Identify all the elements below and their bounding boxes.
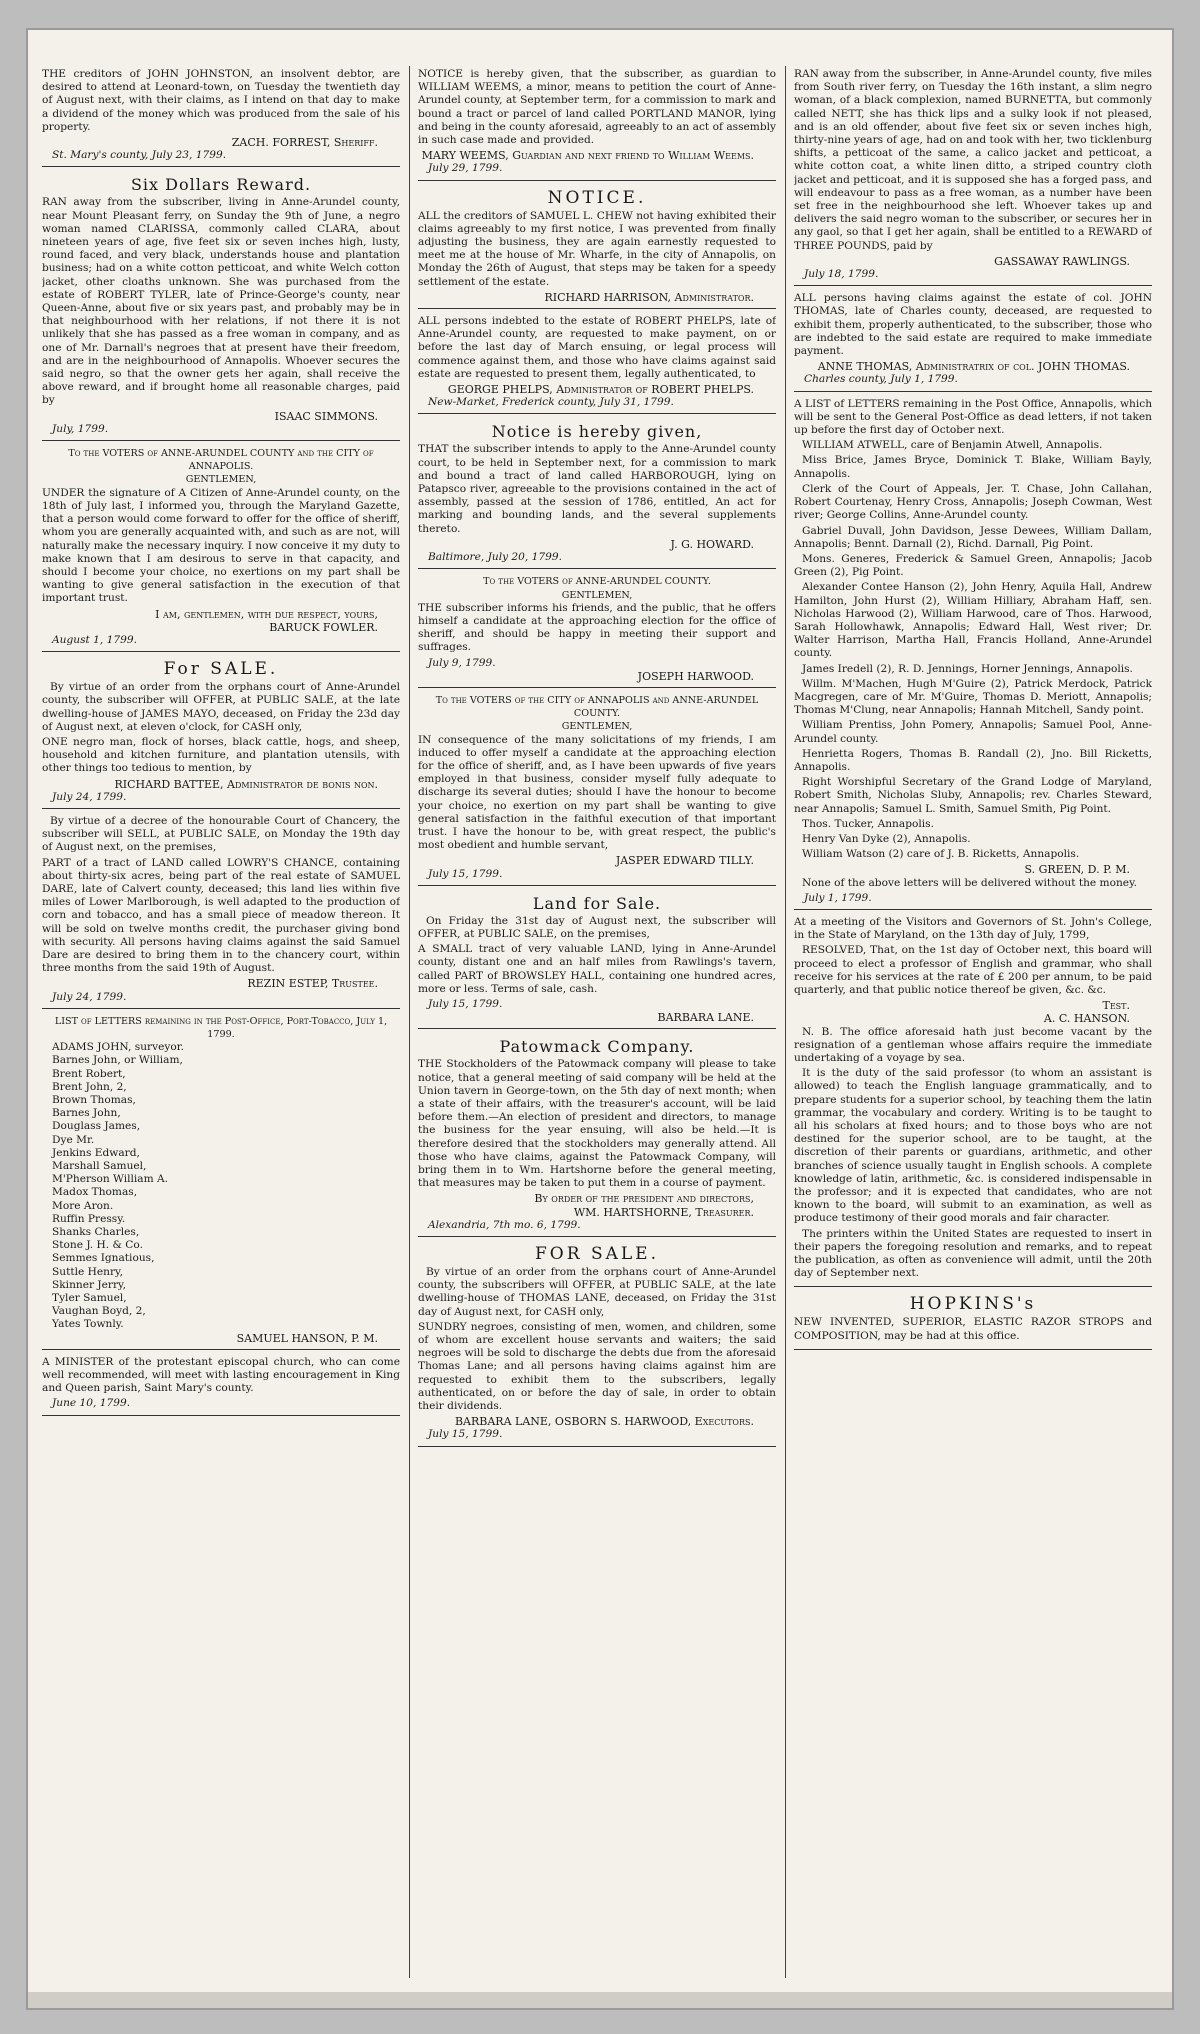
ad-johnston xyxy=(42,66,400,167)
ad-duty: It is the duty of the said professor (to whom an assistant is allowed) to teach the English language grammatically, and to prepare students for a superior school, by teaching them the latin grammar, the vocabulary and cordery. Writing is to be taught to all his scholars at fixed hours; and to those boys who are not destined for the superior school, are to be taught, at the discretion of their parents or guardians, arithmetic, and other branches of science usually taught in English schools. A complete knowledge of latin, arithmetic, &c. is considered indispensable in the professor; and it is expected that candidates, who are not known to the board, will submit to an examination, as well as produce testimony of their good morals and fair character. xyxy=(794,1067,1152,1225)
ad-body: NOTICE is hereby given, that the subscriber, as guardian to WILLIAM WEEMS, a minor, means to petition the court of Anne-Arundel county, at September term, for a commission to mark and bound a tract or parcel of land called PORTLAND MANOR, lying and being in the county aforesaid, agreeably to an act of assembly in such case made and provided. xyxy=(418,68,776,147)
ad-note: None of the above letters will be delivered without the money. xyxy=(802,876,1138,889)
ad-body: ALL persons having claims against the estate of col. JOHN THOMAS, late of Charles county, deceased, are requested to exhibit them, properly authenticated, to the subscriber, those who are indebted to the said estate are required to make immediate payment. xyxy=(794,292,1152,358)
ad-body: RAN away from the subscriber, in Anne-Arundel county, five miles from South river ferry, on Tuesday the 16th instant, a slim negro woman, of a black complexion, named BURNETTA, but commonly called NETT, she has thick lips and a sulky look if not pleased, and is an old offender, about five feet six or seven inches high, thirty-nine years of age, had on and took with her, two ticklenburg shifts, a petticoat of the same, a calico jacket and petticoat, a white cotton coat, a white linen ditto, a striped country cloth jacket and petticoat, and it is supposed she has a forged pass, and will endeavour to pass as a free woman, as a number have been set free in the neighbourhood she left. Whoever takes up and delivers the said negro woman to the subscriber, or secures her in any gaol, so that I get her again, shall be entitled to a REWARD of THREE POUNDS, paid by xyxy=(794,68,1152,252)
ad-fowler xyxy=(42,445,400,652)
ad-body: UNDER the signature of A Citizen of Anne-Arundel county, on the 18th of July last, I informed you, through the Maryland Gazette, that a person would come forward to offer for the office of sheriff, whom you are generally acquainted with, and such as are not, will naturally make the necessary inquiry. I now conceive it my duty to make known that I am desirous to serve in that capacity, and should I become your choice, no exertions on my part shall be wanting to give general satisfaction in the execution of that important trust. xyxy=(42,486,400,605)
list-item: Gabriel Duvall, John Davidson, Jesse Dewees, William Dallam, Annapolis; Bennt. Darnall (2), Richd. Darnall, Pig Point. xyxy=(794,524,1152,550)
ad-date: July 18, 1799. xyxy=(804,268,879,281)
list-item: Thos. Tucker, Annapolis. xyxy=(802,817,934,830)
ad-estep xyxy=(42,813,400,1009)
list-item: William Prentiss, John Pomery, Annapolis; Samuel Pool, Anne-Arundel county. xyxy=(794,719,1152,745)
ad-weems xyxy=(418,66,776,181)
column-left xyxy=(42,66,400,1988)
ad-signer: JOSEPH HARWOOD. xyxy=(637,669,754,683)
ad-letters-port-tobacco xyxy=(42,1013,400,1350)
ad-date: July 24, 1799. xyxy=(52,990,127,1003)
ad-tilly xyxy=(418,692,776,886)
ad-order: By order of the president and directors, xyxy=(534,1192,754,1206)
ad-body: IN consequence of the many solicitations of my friends, I am induced to offer myself a candidate at the approaching election for the office of sheriff, and, as I have been upwards of five years employed in that business, consider myself fully adequate to discharge its several duties; should I have the honour to become your choice, no exertion on my part shall be wanting to give general satisfaction in the faithful execution of that important trust. I have the honour to be, with great respect, the public's most obedient and humble servant, xyxy=(418,733,776,852)
ad-signer: ZACH. FORREST, Sheriff. xyxy=(231,136,378,150)
ad-heading: To the VOTERS of ANNE-ARUNDEL COUNTY and the CITY of ANNAPOLIS. xyxy=(68,448,374,473)
list-item: More Aron. xyxy=(52,1199,114,1212)
list-item: Dye Mr. xyxy=(52,1133,95,1146)
ad-signer: WM. HARTSHORNE, Treasurer. xyxy=(573,1205,754,1219)
ad-harwood xyxy=(418,573,776,688)
ad-heading: LIST of LETTERS remaining in the Post-Office, Port-Tobacco, July 1, 1799. xyxy=(54,1015,388,1040)
list-item: Semmes Ignatious, xyxy=(52,1252,155,1265)
column-rule xyxy=(785,66,786,1978)
ad-date: July 9, 1799. xyxy=(428,656,496,669)
list-item: Skinner Jerry, xyxy=(52,1278,127,1291)
column-rule xyxy=(409,66,410,1978)
ad-land-for-sale xyxy=(418,890,776,1030)
ad-st-johns-college xyxy=(794,914,1152,1287)
ad-salutation: GENTLEMEN, xyxy=(185,474,257,486)
ad-body: THE subscriber informs his friends, and the public, that he offers himself a candidate at the approaching election for the office of sheriff, and should be happy in meeting their support and suffrages. xyxy=(418,601,776,654)
ad-intro: By virtue of an order from the orphans court of Anne-Arundel county, the subscribers will OFFER, at PUBLIC SALE, at the late dwelling-house of THOMAS LANE, deceased, on Friday the 31st day of August next, for CASH only, xyxy=(418,1266,776,1318)
list-item: Ruffin Pressy. xyxy=(52,1212,126,1225)
ad-date: July 24, 1799. xyxy=(52,790,127,803)
ad-body: ONE negro man, flock of horses, black cattle, hogs, and sheep, household and kitchen furniture, and plantation utensils, with other things too tedious to mention, by xyxy=(42,735,400,775)
ad-date: June 10, 1799. xyxy=(52,1397,131,1410)
ad-sale-battee xyxy=(42,656,400,809)
ad-heading: NOTICE. xyxy=(547,187,647,208)
ad-signer: SAMUEL HANSON, P. M. xyxy=(236,1331,378,1345)
ad-signer: S. GREEN, D. P. M. xyxy=(1024,863,1130,877)
list-item: Tyler Samuel, xyxy=(52,1292,127,1305)
ad-body: THE Stockholders of the Patowmack company will please to take notice, that a general meeting of said company will be held at the Union tavern in George-town, on the 5th day of next month; when a state of their affairs, with the treasurer's account, will be laid before them.—An election of president and directors, to manage the business for the year ensuing, will also be held.—It is therefore desired that the stockholders may generally attend. All those who have claims, against the Patowmack Company, will bring them in to Wm. Hartshorne before the general meeting, that measures may be taken to put them in a course of payment. xyxy=(418,1058,776,1190)
ad-signer: BARBARA LANE. xyxy=(657,1011,754,1025)
list-item: Miss Brice, James Bryce, Dominick T. Blake, William Bayly, Annapolis. xyxy=(794,454,1152,480)
list-item: Douglass James, xyxy=(52,1120,141,1133)
list-item: James Iredell (2), R. D. Jennings, Horner Jennings, Annapolis. xyxy=(802,662,1133,675)
ad-hopkins xyxy=(794,1291,1152,1349)
ad-date: August 1, 1799. xyxy=(52,633,137,646)
ad-date: July 1, 1799. xyxy=(804,891,872,904)
ad-body: THE creditors of JOHN JOHNSTON, an insolvent debtor, are desired to attend at Leonard-town, on Tuesday the twentieth day of August next, with their claims, as I intend on that day to make a dividend of the money which was produced from the sale of his property. xyxy=(42,68,400,133)
ad-date: Charles county, July 1, 1799. xyxy=(804,373,958,386)
ad-howard xyxy=(418,418,776,569)
list-item: Brent John, 2, xyxy=(52,1080,127,1093)
list-item: Henry Van Dyke (2), Annapolis. xyxy=(802,832,971,845)
column-middle xyxy=(418,66,776,1988)
ad-body: RESOLVED, That, on the 1st day of October next, this board will proceed to elect a professor of English and grammar, who shall receive for his services at the rate of £ 200 per annum, to be paid quarterly, and that public notice thereof be given, &c. &c. xyxy=(794,944,1152,996)
ad-signer: RICHARD HARRISON, Administrator. xyxy=(544,290,754,304)
ad-body: RAN away from the subscriber, living in Anne-Arundel county, near Mount Pleasant ferry, on Sunday the 9th of June, a negro woman named CLARISSA, commonly called CLARA, about nineteen years of age, five feet six or seven inches high, lusty, round faced, and very black, understands house and plantation business; had on a white cotton petticoat, and white Welch cotton jacket, other cloaths unknown. She was purchased from the estate of ROBERT TYLER, late of Prince-George's county, near Queen-Anne, about five or six years past, and probably may be in that neighbourhood with her relations, if not there it is not unlikely that she has passed as a free woman in company, and as one of Mr. Darnall's negroes that at present have their freedom, and are in the neighbourhood of Annapolis. Whoever secures the said negro, so that the owner gets her again, shall receive the above reward, and if brought home all reasonable charges, paid by xyxy=(42,196,400,407)
ad-heading: For SALE. xyxy=(163,659,279,680)
list-item: Jenkins Edward, xyxy=(52,1146,140,1159)
ad-heading: To the VOTERS of the CITY of ANNAPOLIS and ANNE-ARUNDEL COUNTY. xyxy=(435,694,759,720)
ad-signer: ANNE THOMAS, Administratrix of col. JOHN THOMAS. xyxy=(817,360,1130,374)
ad-chew xyxy=(418,185,776,309)
ad-signer: A. C. HANSON. xyxy=(1043,1012,1130,1026)
ad-date: July 15, 1799. xyxy=(428,997,503,1010)
ad-body: SUNDRY negroes, consisting of men, women, and children, some of whom are excellent house servants and waiters; the said negroes will be sold to discharge the debts due from the aforesaid Thomas Lane; and all persons having claims against him are requested to exhibit them to the subscribers, legally authenticated, on or before the day of sale, in order to obtain their dividends. xyxy=(418,1320,776,1413)
ad-heading: Patowmack Company. xyxy=(499,1037,695,1057)
ad-signer: BARBARA LANE, OSBORN S. HARWOOD, Executors. xyxy=(454,1415,754,1429)
list-item: Marshall Samuel, xyxy=(52,1160,147,1173)
ad-body: ALL the creditors of SAMUEL L. CHEW not having exhibited their claims agreeably to my first notice, I was prevented from finally adjusting the business, they are again earnestly requested to meet me at the house of Mr. Wharfe, in the city of Annapolis, on Monday the 26th of August, that steps may be taken for a speedy settlement of the estate. xyxy=(418,209,776,288)
ad-minister xyxy=(42,1354,400,1416)
ad-signer: ISAAC SIMMONS. xyxy=(274,409,378,423)
newspaper-page xyxy=(28,30,1172,2008)
ad-date: July 15, 1799. xyxy=(428,1428,503,1441)
ad-intro: At a meeting of the Visitors and Governors of St. John's College, in the State of Maryland, on the 13th day of July, 1799, xyxy=(794,915,1152,942)
ad-intro: By virtue of an order from the orphans court of Anne-Arundel county, the subscriber will OFFER, at PUBLIC SALE, at the late dwelling-house of JAMES MAYO, deceased, on Friday the 23d day of August next, at eleven o'clock, for CASH only, xyxy=(42,681,400,733)
page-bottom-edge xyxy=(28,1992,1172,2008)
list-item: Shanks Charles, xyxy=(52,1226,140,1239)
ad-thomas xyxy=(794,290,1152,391)
ad-body: THAT the subscriber intends to apply to the Anne-Arundel county court, to be held in September next, for a commission to mark and bound a tract of land called HARBOROUGH, lying on Patapsco river, agreeable to the provisions contained in the act of assembly, passed at the session of 1786, entitled, An act for marking and bounding lands, and the several supplements thereto. xyxy=(418,443,776,535)
ad-signer: J. G. HOWARD. xyxy=(670,537,754,551)
list-item: Henrietta Rogers, Thomas B. Randall (2), Jno. Bill Ricketts, Annapolis. xyxy=(794,747,1152,773)
list-item: Willm. M'Machen, Hugh M'Guire (2), Patrick Merdock, Patrick Macgregen, care of Mr. M'Guire, Thomas D. Meriott, Annapolis; Thomas M'Clung, near Annapolis; Hannah Mitchell, Sandy point. xyxy=(794,677,1152,717)
ad-heading: Notice is hereby given, xyxy=(491,422,703,442)
ad-salutation: GENTLEMEN, xyxy=(561,721,633,733)
list-item: M'Pherson William A. xyxy=(52,1173,169,1186)
list-item: ADAMS JOHN, surveyor. xyxy=(52,1041,184,1054)
list-item: Yates Townly. xyxy=(52,1318,124,1331)
ad-signer: GEORGE PHELPS, Administrator of ROBERT PHELPS. xyxy=(447,383,754,397)
ad-date: New-Market, Frederick county, July 31, 1799. xyxy=(428,396,674,409)
ad-body: A MINISTER of the protestant episcopal church, who can come well recommended, will meet with lasting encouragement in King and Queen parish, Saint Mary's county. xyxy=(42,1355,400,1395)
ad-heading: HOPKINS's xyxy=(909,1294,1037,1315)
ad-signer: JASPER EDWARD TILLY. xyxy=(615,854,754,868)
ad-body: A SMALL tract of very valuable LAND, lying in Anne-Arundel county, distant one and an half miles from Rawlings's tavern, called PART of BROWSLEY HALL, containing one hundred acres, more or less. Terms of sale, cash. xyxy=(418,943,776,995)
ad-signer: RICHARD BATTEE, Administrator de bonis non. xyxy=(114,777,378,791)
ad-signer: GASSAWAY RAWLINGS. xyxy=(994,254,1130,268)
ad-heading: To the VOTERS of ANNE-ARUNDEL COUNTY. xyxy=(483,576,711,588)
ad-six-dollars-reward xyxy=(42,171,400,441)
ad-heading: Six Dollars Reward. xyxy=(130,175,312,195)
ad-intro: A LIST of LETTERS remaining in the Post Office, Annapolis, which will be sent to the General Post-Office as dead letters, if not taken up before the first day of October next. xyxy=(794,397,1152,437)
ad-phelps xyxy=(418,313,776,414)
list-item: Alexander Contee Hanson (2), John Henry, Aquila Hall, Andrew Hamilton, John Hurst (2), William Hilliary, Abraham Haff, sen. Nicholas Harwood (2), William Harwood, care of Thos. Harwood, Sarah Hollowhawk, Annapolis; Edward Hall, West river; Dr. Walter Harrison, Martha Hall, Francis Holland, Anne-Arundel county. xyxy=(794,581,1152,660)
ad-salutation: GENTLEMEN, xyxy=(561,589,633,601)
list-item: Vaughan Boyd, 2, xyxy=(52,1305,146,1318)
column-right xyxy=(794,66,1152,1988)
ad-closing: I am, gentlemen, with due respect, yours, xyxy=(155,607,378,621)
ad-signer: BARUCK FOWLER. xyxy=(269,620,378,634)
list-item: Barnes John, xyxy=(52,1107,121,1120)
list-item: Brown Thomas, xyxy=(52,1094,136,1107)
ad-test: Test. xyxy=(1102,999,1130,1013)
ad-date: July, 1799. xyxy=(52,422,109,435)
list-item: Madox Thomas, xyxy=(52,1186,138,1199)
list-item: Clerk of the Court of Appeals, Jer. T. Chase, John Callahan, Robert Courtenay, Henry Cross, Annapolis; Joseph Cowman, West river; George Collins, Anne-Arundel county. xyxy=(794,482,1152,522)
ad-body: NEW INVENTED, SUPERIOR, ELASTIC RAZOR STROPS and COMPOSITION, may be had at this office. xyxy=(794,1316,1152,1342)
ad-date: St. Mary's county, July 23, 1799. xyxy=(52,149,227,162)
ad-body: ALL persons indebted to the estate of ROBERT PHELPS, late of Anne-Arundel county, are requested to make payment, on or before the last day of March ensuing, or legal process will commence against them, and those who have claims against said estate are requested to present them, legally authenticated, to xyxy=(418,315,776,380)
ad-patowmack xyxy=(418,1033,776,1237)
ad-nb: N. B. The office aforesaid hath just become vacant by the resignation of a gentleman whose affairs require the immediate undertaking of a voyage by sea. xyxy=(794,1025,1152,1065)
ad-sale-lane xyxy=(418,1241,776,1447)
ad-letters-annapolis xyxy=(794,396,1152,910)
ad-date: Baltimore, July 20, 1799. xyxy=(428,551,562,564)
list-item: Suttle Henry, xyxy=(52,1265,123,1278)
ad-printers: The printers within the United States are requested to insert in their papers the foregoing resolution and remarks, and to repeat the publication, as often as convenience will admit, until the 20th day of September next. xyxy=(794,1227,1152,1280)
ad-date: Alexandria, 7th mo. 6, 1799. xyxy=(428,1218,581,1231)
ad-date: July 15, 1799. xyxy=(428,867,503,880)
list-item: Barnes John, or William, xyxy=(52,1054,183,1067)
ad-heading: Land for Sale. xyxy=(532,893,662,913)
ad-heading: FOR SALE. xyxy=(535,1244,659,1265)
list-item: WILLIAM ATWELL, care of Benjamin Atwell, Annapolis. xyxy=(802,439,1103,452)
ad-date: July 29, 1799. xyxy=(428,162,503,175)
list-item: Stone J. H. & Co. xyxy=(52,1239,143,1252)
list-item: Right Worshipful Secretary of the Grand Lodge of Maryland, Robert Smith, Nicholas Sluby, Annapolis; rev. Charles Steward, near Annapolis; Samuel L. Smith, Samuel Smith, Pig Point. xyxy=(794,776,1152,815)
list-item: Mons. Generes, Frederick & Samuel Green, Annapolis; Jacob Green (2), Pig Point. xyxy=(794,552,1152,579)
ad-intro: By virtue of a decree of the honourable Court of Chancery, the subscriber will SELL, at PUBLIC SALE, on Monday the 19th day of August next, on the premises, xyxy=(42,814,400,854)
list-item: Brent Robert, xyxy=(52,1067,126,1080)
ad-rawlings xyxy=(794,66,1152,286)
ad-intro: On Friday the 31st day of August next, the subscriber will OFFER, at PUBLIC SALE, on the premises, xyxy=(418,914,776,940)
ad-signer: REZIN ESTEP, Trustee. xyxy=(247,977,378,991)
ad-signer: MARY WEEMS, Guardian and next friend to William Weems. xyxy=(421,149,754,163)
ad-body: PART of a tract of LAND called LOWRY'S CHANCE, containing about thirty-six acres, being part of the real estate of SAMUEL DARE, late of Calvert county, deceased; this land lies within five miles of Lower Marlborough, is well adapted to the production of corn and tobacco, and has a small piece of meadow thereon. It will be sold on twelve months credit, the purchaser giving bond with security. All persons having claims against the said Samuel Dare are desired to bring them in to the chancery court, within three months from the said 19th of August. xyxy=(42,856,400,975)
list-item: William Watson (2) care of J. B. Ricketts, Annapolis. xyxy=(802,848,1080,861)
